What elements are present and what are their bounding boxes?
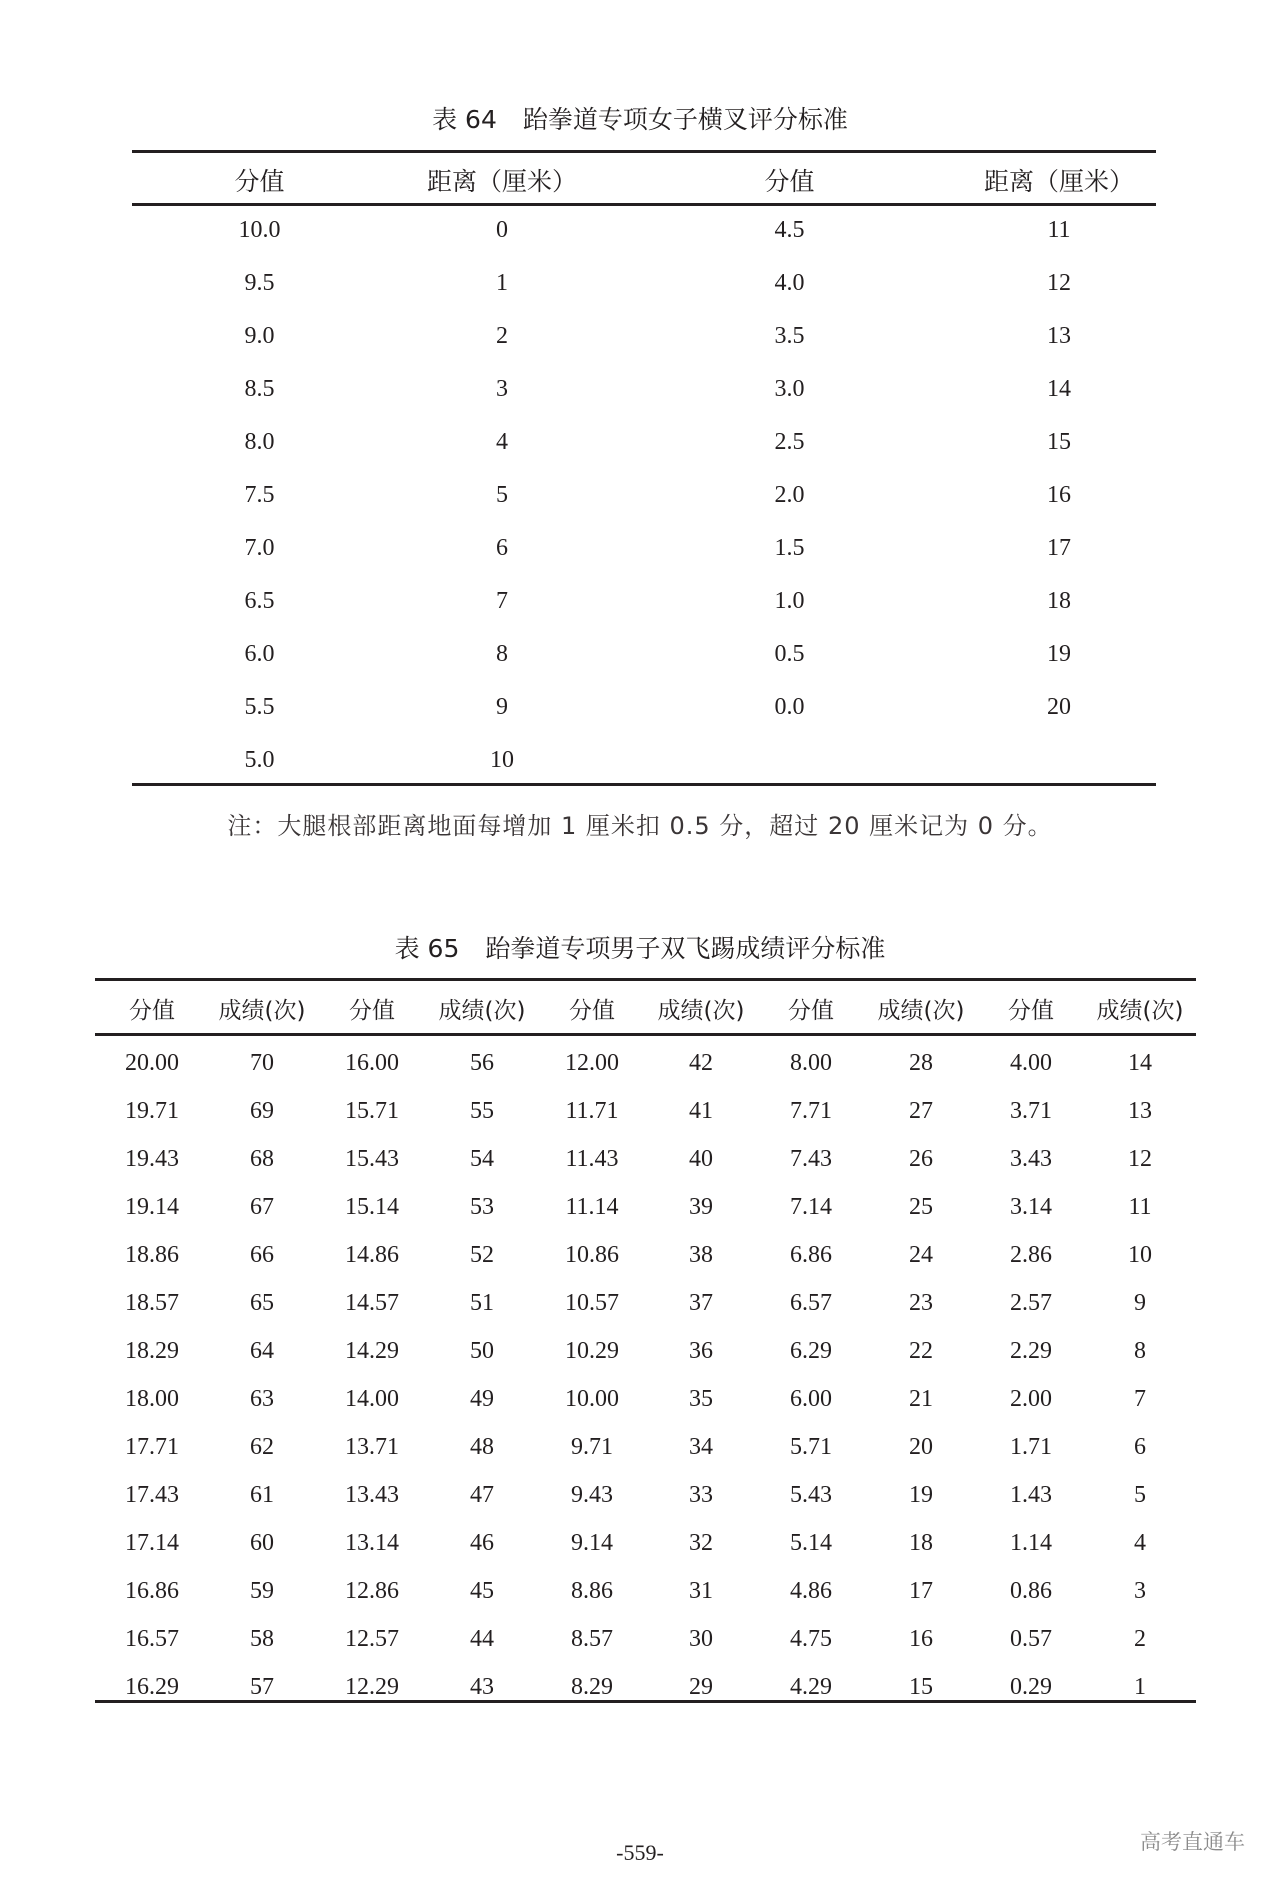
table65-cell: 63 (250, 1385, 274, 1412)
table65-row (95, 1237, 1196, 1273)
table65-cell: 4.29 (790, 1673, 832, 1700)
table65-cell: 3.43 (1010, 1145, 1052, 1172)
table65-cell: 52 (470, 1241, 494, 1268)
table65-cell: 38 (689, 1241, 713, 1268)
table65-cell: 48 (470, 1433, 494, 1460)
table65-cell: 4.00 (1010, 1049, 1052, 1076)
table65-cell: 19.71 (125, 1097, 179, 1124)
table64-cell: 0 (496, 216, 508, 243)
table65-cell: 5 (1134, 1481, 1146, 1508)
table64-cell: 5.0 (244, 746, 275, 773)
table65-cell: 43 (470, 1673, 494, 1700)
table64-header-rule (132, 203, 1156, 206)
table64-bottom-rule (132, 783, 1156, 786)
table65-cell: 18.57 (125, 1289, 179, 1316)
table65-cell: 13.43 (345, 1481, 399, 1508)
table65-cell: 12 (1128, 1145, 1152, 1172)
table65-cell: 5.71 (790, 1433, 832, 1460)
table65-cell: 15 (909, 1673, 933, 1700)
table64-cell: 15 (1047, 428, 1071, 455)
table65-cell: 19 (909, 1481, 933, 1508)
table65-cell: 6.00 (790, 1385, 832, 1412)
table65-header-cell: 分值 (349, 997, 395, 1024)
table64-cell: 5 (496, 481, 508, 508)
table65-row (95, 1477, 1196, 1513)
table65-row (95, 1045, 1196, 1081)
table65-cell: 1 (1134, 1673, 1146, 1700)
table64-cell: 13 (1047, 322, 1071, 349)
table65-cell: 12.29 (345, 1673, 399, 1700)
table64-cell: 2.0 (774, 481, 805, 508)
table65-cell: 2.86 (1010, 1241, 1052, 1268)
table65-row (95, 1621, 1196, 1657)
table65-cell: 1.14 (1010, 1529, 1052, 1556)
table64-cell: 6 (496, 534, 508, 561)
table64-row (132, 475, 1156, 515)
table65-cell: 16.86 (125, 1577, 179, 1604)
table65-header-row (95, 988, 1196, 1028)
table64-cell: 18 (1047, 587, 1071, 614)
watermark: 高考直通车 (1140, 1830, 1245, 1854)
table65-cell: 0.29 (1010, 1673, 1052, 1700)
table64-row (132, 740, 1156, 780)
table65-cell: 13.14 (345, 1529, 399, 1556)
table65-cell: 21 (909, 1385, 933, 1412)
table65-cell: 2.00 (1010, 1385, 1052, 1412)
table65-cell: 17.43 (125, 1481, 179, 1508)
table65-cell: 20.00 (125, 1049, 179, 1076)
table65-row (95, 1525, 1196, 1561)
table65-cell: 3 (1134, 1577, 1146, 1604)
table65-row (95, 1093, 1196, 1129)
table65-cell: 14.29 (345, 1337, 399, 1364)
table64-header-cell: 距离（厘米） (426, 167, 577, 196)
table65-cell: 34 (689, 1433, 713, 1460)
table65-cell: 27 (909, 1097, 933, 1124)
table64-cell: 16 (1047, 481, 1071, 508)
table64-cell: 4.0 (774, 269, 805, 296)
table64-cell: 8 (496, 640, 508, 667)
table65-cell: 19.14 (125, 1193, 179, 1220)
table64-cell: 11 (1047, 216, 1071, 243)
table65-number: 表 65 (394, 934, 460, 963)
table65-cell: 18.00 (125, 1385, 179, 1412)
table65-top-rule (95, 978, 1196, 981)
table65-cell: 10 (1128, 1241, 1152, 1268)
table65-cell: 46 (470, 1529, 494, 1556)
table65-row (95, 1285, 1196, 1321)
table65-cell: 10.00 (565, 1385, 619, 1412)
table65-cell: 14.86 (345, 1241, 399, 1268)
table65-cell: 51 (470, 1289, 494, 1316)
table64-title: 跆拳道专项女子横叉评分标准 (522, 105, 848, 134)
table65-row (95, 1573, 1196, 1609)
table65-cell: 68 (250, 1145, 274, 1172)
table64-top-rule (132, 150, 1156, 153)
table65-cell: 44 (470, 1625, 494, 1652)
table65-cell: 16.00 (345, 1049, 399, 1076)
table64-row (132, 210, 1156, 250)
table65-header-cell: 分值 (788, 997, 834, 1024)
table64-cell: 5.5 (244, 693, 275, 720)
table64-cell: 0.0 (774, 693, 805, 720)
table65-cell: 14.57 (345, 1289, 399, 1316)
page-number: -559- (616, 1840, 664, 1865)
table65-cell: 56 (470, 1049, 494, 1076)
table65-header-cell: 成绩(次) (218, 997, 306, 1024)
table65-cell: 64 (250, 1337, 274, 1364)
table65-cell: 28 (909, 1049, 933, 1076)
table65-cell: 23 (909, 1289, 933, 1316)
table65-cell: 69 (250, 1097, 274, 1124)
table65-cell: 9.43 (571, 1481, 613, 1508)
table65-cell: 57 (250, 1673, 274, 1700)
table64-row (132, 634, 1156, 674)
table65-header-cell: 成绩(次) (877, 997, 965, 1024)
table65-cell: 32 (689, 1529, 713, 1556)
table65-cell: 17 (909, 1577, 933, 1604)
table65-cell: 5.43 (790, 1481, 832, 1508)
table64-cell: 9.5 (244, 269, 275, 296)
table65-cell: 50 (470, 1337, 494, 1364)
table64-cell: 12 (1047, 269, 1071, 296)
table65-cell: 16.57 (125, 1625, 179, 1652)
table65-cell: 25 (909, 1193, 933, 1220)
table64-cell: 19 (1047, 640, 1071, 667)
table65-cell: 1.43 (1010, 1481, 1052, 1508)
table65-cell: 59 (250, 1577, 274, 1604)
table65-cell: 49 (470, 1385, 494, 1412)
table64-row (132, 581, 1156, 621)
table65-cell: 9.71 (571, 1433, 613, 1460)
table65-row (95, 1141, 1196, 1177)
table65-title: 跆拳道专项男子双飞踢成绩评分标准 (485, 934, 886, 963)
table65-cell: 8.86 (571, 1577, 613, 1604)
table65-cell: 53 (470, 1193, 494, 1220)
table65-cell: 37 (689, 1289, 713, 1316)
table65-cell: 66 (250, 1241, 274, 1268)
table65-cell: 14.00 (345, 1385, 399, 1412)
table64-cell: 10 (490, 746, 514, 773)
table65-cell: 15.71 (345, 1097, 399, 1124)
table65-cell: 13.71 (345, 1433, 399, 1460)
table65-cell: 70 (250, 1049, 274, 1076)
table64-note: 注：大腿根部距离地面每增加 1 厘米扣 0.5 分，超过 20 厘米记为 0 分。 (227, 812, 1053, 840)
table65-cell: 20 (909, 1433, 933, 1460)
table64-cell: 6.5 (244, 587, 275, 614)
table65-cell: 26 (909, 1145, 933, 1172)
table65-cell: 47 (470, 1481, 494, 1508)
table65-cell: 2.57 (1010, 1289, 1052, 1316)
table65-cell: 18.29 (125, 1337, 179, 1364)
table65-cell: 39 (689, 1193, 713, 1220)
table64-cell: 7.0 (244, 534, 275, 561)
table65-row (95, 1333, 1196, 1369)
table64-cell: 17 (1047, 534, 1071, 561)
table65-cell: 45 (470, 1577, 494, 1604)
table65-cell: 11 (1128, 1193, 1152, 1220)
table64-cell: 8.0 (244, 428, 275, 455)
table65-cell: 6.57 (790, 1289, 832, 1316)
table65-cell: 29 (689, 1673, 713, 1700)
table65-cell: 14 (1128, 1049, 1152, 1076)
table65-cell: 8.57 (571, 1625, 613, 1652)
table65-header-cell: 分值 (1008, 997, 1054, 1024)
table65-cell: 10.29 (565, 1337, 619, 1364)
table65-cell: 6 (1134, 1433, 1146, 1460)
table65-cell: 16 (909, 1625, 933, 1652)
table64-caption (0, 100, 1280, 136)
table65-cell: 7 (1134, 1385, 1146, 1412)
table65-cell: 40 (689, 1145, 713, 1172)
table65-cell: 42 (689, 1049, 713, 1076)
table64-row (132, 263, 1156, 303)
table65-cell: 54 (470, 1145, 494, 1172)
table64-cell: 2 (496, 322, 508, 349)
table64-cell: 3.5 (774, 322, 805, 349)
table64-cell: 6.0 (244, 640, 275, 667)
table65-cell: 10.86 (565, 1241, 619, 1268)
table65-cell: 30 (689, 1625, 713, 1652)
table65-cell: 11.71 (565, 1097, 619, 1124)
table64-cell: 3.0 (774, 375, 805, 402)
table65-cell: 6.29 (790, 1337, 832, 1364)
table65-header-cell: 成绩(次) (657, 997, 745, 1024)
table65-cell: 9 (1134, 1289, 1146, 1316)
table65-cell: 65 (250, 1289, 274, 1316)
table65-cell: 4 (1134, 1529, 1146, 1556)
table65-row (95, 1381, 1196, 1417)
table65-bottom-rule (95, 1700, 1196, 1703)
table65-cell: 11.43 (565, 1145, 619, 1172)
table65-row (95, 1429, 1196, 1465)
table65-cell: 3.71 (1010, 1097, 1052, 1124)
table65-cell: 3.14 (1010, 1193, 1052, 1220)
table65-cell: 15.43 (345, 1145, 399, 1172)
table65-cell: 16.29 (125, 1673, 179, 1700)
table65-cell: 8.00 (790, 1049, 832, 1076)
table65-cell: 18 (909, 1529, 933, 1556)
table65-cell: 15.14 (345, 1193, 399, 1220)
table64-row (132, 528, 1156, 568)
table64-header-cell: 分值 (764, 167, 815, 196)
table64-cell: 9.0 (244, 322, 275, 349)
table65-cell: 24 (909, 1241, 933, 1268)
table64-cell: 20 (1047, 693, 1071, 720)
table64-cell: 9 (496, 693, 508, 720)
table64-cell: 1 (496, 269, 508, 296)
table64-row (132, 687, 1156, 727)
table65-cell: 4.86 (790, 1577, 832, 1604)
table65-cell: 22 (909, 1337, 933, 1364)
table65-cell: 1.71 (1010, 1433, 1052, 1460)
table65-cell: 67 (250, 1193, 274, 1220)
table65-cell: 60 (250, 1529, 274, 1556)
table65-cell: 7.43 (790, 1145, 832, 1172)
table65-cell: 2.29 (1010, 1337, 1052, 1364)
table64-cell: 10.0 (238, 216, 281, 243)
table65-cell: 5.14 (790, 1529, 832, 1556)
table64-cell: 4 (496, 428, 508, 455)
table65-cell: 12.00 (565, 1049, 619, 1076)
table65-cell: 62 (250, 1433, 274, 1460)
table64-cell: 4.5 (774, 216, 805, 243)
table64-header-cell: 距离（厘米） (983, 167, 1134, 196)
table65-cell: 19.43 (125, 1145, 179, 1172)
table65-cell: 2 (1134, 1625, 1146, 1652)
table64-row (132, 369, 1156, 409)
table64-cell: 8.5 (244, 375, 275, 402)
table65-cell: 10.57 (565, 1289, 619, 1316)
table65-header-cell: 成绩(次) (438, 997, 526, 1024)
table65-cell: 4.75 (790, 1625, 832, 1652)
table65-cell: 31 (689, 1577, 713, 1604)
table65-header-cell: 分值 (569, 997, 615, 1024)
table65-cell: 35 (689, 1385, 713, 1412)
table65-cell: 11.14 (565, 1193, 619, 1220)
table64-cell: 0.5 (774, 640, 805, 667)
table64-row (132, 422, 1156, 462)
table64-cell: 7.5 (244, 481, 275, 508)
table65-cell: 17.71 (125, 1433, 179, 1460)
table64-cell: 7 (496, 587, 508, 614)
table65-cell: 17.14 (125, 1529, 179, 1556)
table65-cell: 12.86 (345, 1577, 399, 1604)
table65-cell: 18.86 (125, 1241, 179, 1268)
table65-cell: 6.86 (790, 1241, 832, 1268)
table65-cell: 13 (1128, 1097, 1152, 1124)
table65-caption (0, 929, 1280, 965)
table64-cell: 2.5 (774, 428, 805, 455)
table64-number: 表 64 (432, 105, 497, 134)
table64-row (132, 316, 1156, 356)
table65-cell: 8.29 (571, 1673, 613, 1700)
table64-header-cell: 分值 (234, 167, 285, 196)
table65-cell: 55 (470, 1097, 494, 1124)
table64-header-row (132, 158, 1156, 202)
table65-header-rule (95, 1033, 1196, 1036)
table64-cell: 1.5 (774, 534, 805, 561)
table65-cell: 7.71 (790, 1097, 832, 1124)
table65-cell: 58 (250, 1625, 274, 1652)
table65-cell: 7.14 (790, 1193, 832, 1220)
table65-cell: 0.57 (1010, 1625, 1052, 1652)
table64-cell: 3 (496, 375, 508, 402)
table65-row (95, 1189, 1196, 1225)
table65-header-cell: 分值 (129, 997, 175, 1024)
table65-cell: 33 (689, 1481, 713, 1508)
table65-cell: 0.86 (1010, 1577, 1052, 1604)
table65-cell: 8 (1134, 1337, 1146, 1364)
table64-cell: 14 (1047, 375, 1071, 402)
table65-cell: 36 (689, 1337, 713, 1364)
table64-cell: 1.0 (774, 587, 805, 614)
table65-cell: 12.57 (345, 1625, 399, 1652)
table65-cell: 41 (689, 1097, 713, 1124)
table65-cell: 61 (250, 1481, 274, 1508)
table65-cell: 9.14 (571, 1529, 613, 1556)
table65-header-cell: 成绩(次) (1096, 997, 1184, 1024)
